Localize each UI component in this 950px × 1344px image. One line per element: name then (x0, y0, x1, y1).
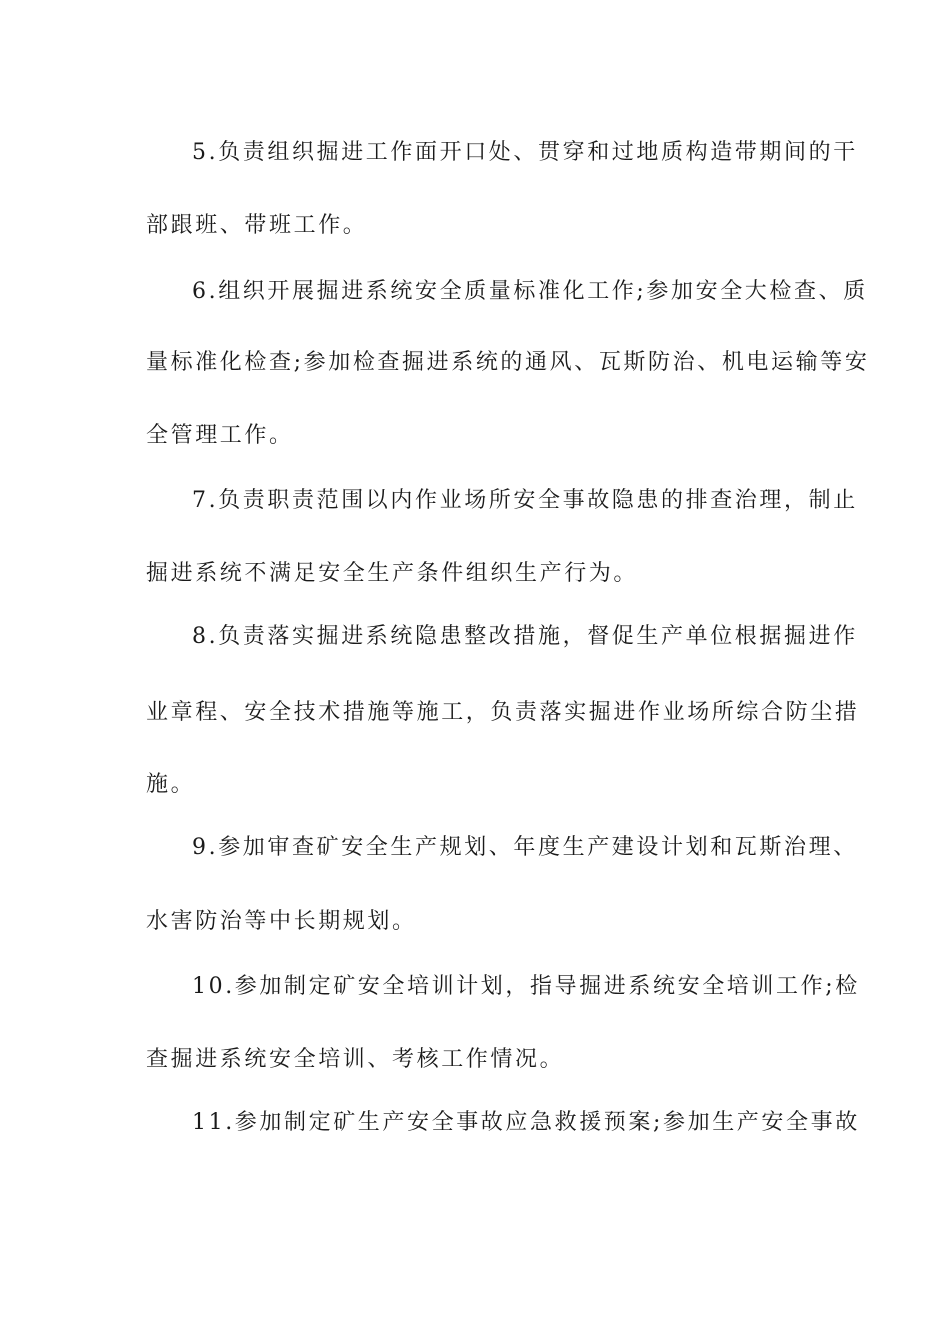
paragraph-9-line-1: 9.参加审查矿安全生产规划、年度生产建设计划和瓦斯治理、 (192, 835, 858, 860)
paragraph-6-line-1: 6.组织开展掘进系统安全质量标准化工作;参加安全大检查、质 (192, 279, 868, 304)
paragraph-8-line-3: 施。 (146, 772, 196, 797)
paragraph-9-line-2: 水害防治等中长期规划。 (146, 909, 417, 934)
paragraph-6-line-2: 量标准化检查;参加检查掘进系统的通风、瓦斯防治、机电运输等安 (146, 350, 870, 375)
paragraph-10-line-2: 查掘进系统安全培训、考核工作情况。 (146, 1047, 565, 1072)
paragraph-5-line-2: 部跟班、带班工作。 (146, 213, 368, 238)
paragraph-10-line-1: 10.参加制定矿安全培训计划，指导掘进系统安全培训工作;检 (192, 974, 860, 999)
paragraph-7-line-2: 掘进系统不满足安全生产条件组织生产行为。 (146, 561, 639, 586)
paragraph-6-line-3: 全管理工作。 (146, 423, 294, 448)
paragraph-7-line-1: 7.负责职责范围以内作业场所安全事故隐患的排查治理，制止 (192, 488, 858, 513)
paragraph-5-line-1: 5.负责组织掘进工作面开口处、贯穿和过地质构造带期间的干 (192, 140, 858, 165)
paragraph-8-line-2: 业章程、安全技术措施等施工，负责落实掘进作业场所综合防尘措 (146, 700, 860, 725)
paragraph-8-line-1: 8.负责落实掘进系统隐患整改措施，督促生产单位根据掘进作 (192, 624, 858, 649)
paragraph-11-line-1: 11.参加制定矿生产安全事故应急救援预案;参加生产安全事故 (192, 1110, 860, 1135)
